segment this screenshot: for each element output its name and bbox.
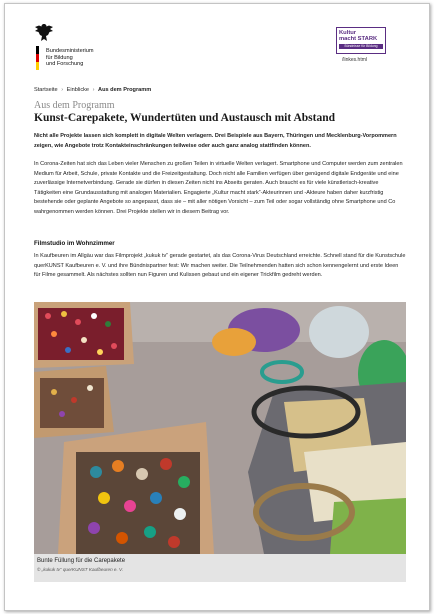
bmbf-logo[interactable] [34, 22, 144, 74]
document-page [4, 3, 430, 611]
caption-credit: © „kukuk tv“ querKUNST Kaufbeuren e. V. [37, 567, 124, 572]
article-lead: Nicht alle Projekte lassen sich komplett in digitale Welten verlagern. Drei Beispiele aus Bayern, Thüringen und Mecklenburg-Vorpommern zeigen, wie Angebote trotz Kontakteinschränkungen teilweise oder auch ganz analog stattfinden können. [34, 133, 397, 149]
kms-logo-line-1: Kultur [339, 30, 357, 36]
kms-logo-line-2: macht STARK [339, 36, 378, 43]
breadcrumb-item-current: Aus dem Programm [98, 87, 152, 93]
kms-logo-box [336, 27, 386, 54]
breadcrumb-item-home[interactable]: Startseite [34, 87, 58, 93]
ministry-name [46, 48, 94, 68]
breadcrumb-separator: › [61, 87, 64, 93]
ministry-line-2: für Bildung [46, 54, 73, 61]
ministry-line-3: und Forschung [46, 61, 84, 68]
page-header [5, 4, 430, 84]
article-kicker: Aus dem Programm [34, 100, 115, 111]
caption-text: Bunte Füllung für die Carepakete [37, 558, 126, 564]
german-flag-stripe [36, 46, 39, 70]
breadcrumb [34, 87, 151, 93]
photo-caption [34, 554, 406, 582]
kultur-macht-stark-logo[interactable] [336, 27, 386, 67]
article-title: Kunst-Carepakete, Wundertüten und Austausch mit Abstand [34, 112, 335, 124]
article-body-paragraph-1: In Corona-Zeiten hat sich das Leben vieler Menschen zu großen Teilen in virtuelle Welten verlagert. Smartphone und Computer werden zum zentralen Medium für Arbeit, Schule, private Kontakte und die Freizeitgestaltung. Doch nicht alle Familien verfügen über genügend digitale Endgeräte und eine zuverlässige Internetverbindung. Gerade sie dürfen in diesen Zeiten nicht ins Abseits geraten. Auch braucht es für viele künstlerisch-kreative Tätigkeiten eine Grundausstattung mit analogen Materialien. Engagierte „Kultur macht stark“-Akteurinnen und -Akteure haben daher kurzfristig bestehende oder geplante Angebote so angepasst, dass sie – mit aller nötigen Vorsicht – zum Teil oder sogar vollständig ohne Smartphone und Co wahrgenommen werden können. Drei Projekte stellen wir in diesem Beitrag vor. [34, 161, 403, 215]
article-subheading: Filmstudio im Wohnzimmer [34, 240, 115, 247]
federal-eagle-icon [34, 22, 54, 44]
kms-logo-bar: Bündnisse für Bildung [339, 44, 383, 49]
article-photo [34, 302, 406, 554]
article-body-paragraph-2: In Kaufbeuren im Allgäu war das Filmprojekt „kukuk tv“ gerade gestartet, als das Corona-Virus Deutschland erreichte. Schnell stand für die Kunstschule querKUNST Kaufbeuren e. V. und ihre Bündnispartner fest: Wir machen weiter. Die Teilnehmenden hatten sich schon kennengelernt und erste Ideen für Filme gesammelt. Als nächstes sollten nun Figuren und Kulissen gebaut und ein eigener Trickfilm gedreht werden. [34, 253, 406, 279]
kms-logo-link[interactable]: /linkes.html [342, 57, 368, 63]
breadcrumb-item-einblicke[interactable]: Einblicke [66, 87, 90, 93]
breadcrumb-separator: › [92, 87, 95, 93]
ministry-line-1: Bundesministerium [46, 48, 94, 54]
craft-materials-photo [34, 302, 406, 554]
